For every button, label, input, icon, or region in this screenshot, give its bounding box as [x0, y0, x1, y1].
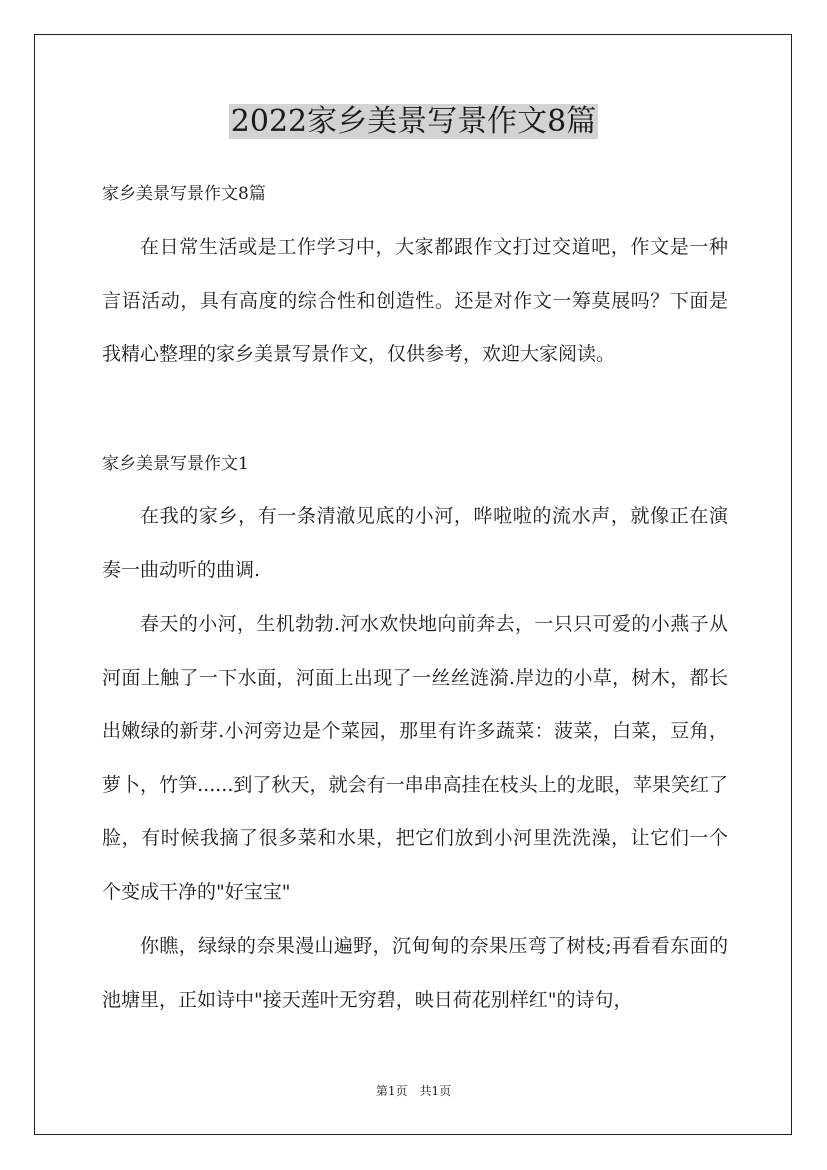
document-subtitle: 家乡美景写景作文8篇 — [102, 184, 266, 204]
document-title-text: 2022家乡美景写景作文8篇 — [230, 104, 597, 139]
section-1-paragraph-3: 你瞧，绿绿的奈果漫山遍野，沉甸甸的奈果压弯了树枝;再看看东面的池塘里，正如诗中"接天莲叶无穷碧，映日荷花别样红"的诗句， — [102, 935, 728, 1011]
intro-paragraph: 在日常生活或是工作学习中，大家都跟作文打过交道吧，作文是一种言语活动，具有高度的综合性和创造性。还是对作文一筹莫展吗？下面是我精心整理的家乡美景写景作文，仅供参考，欢迎大家阅读。 — [102, 236, 728, 365]
document-title — [0, 102, 827, 142]
section-1-paragraph-2: 春天的小河，生机勃勃.河水欢快地向前奔去，一只只可爱的小燕子从河面上触了一下水面，河面上出现了一丝丝涟漪.岸边的小草，树木，都长出嫩绿的新芽.小河旁边是个菜园，那里有许多蔬菜：菠菜，白菜，豆角，萝卜，竹笋......到了秋天，就会有一串串高挂在枝头上的龙眼，苹果笑红了脸，有时候我摘了很多菜和水果，把它们放到小河里洗洗澡，让它们一个个变成干净的"好宝宝" — [102, 613, 728, 903]
page-footer: 第1页 共1页 — [375, 1084, 452, 1098]
section-1-paragraph-1: 在我的家乡，有一条清澈见底的小河，哗啦啦的流水声，就像正在演奏一曲动听的曲调. — [102, 505, 728, 581]
section-1-heading: 家乡美景写景作文1 — [102, 454, 249, 474]
